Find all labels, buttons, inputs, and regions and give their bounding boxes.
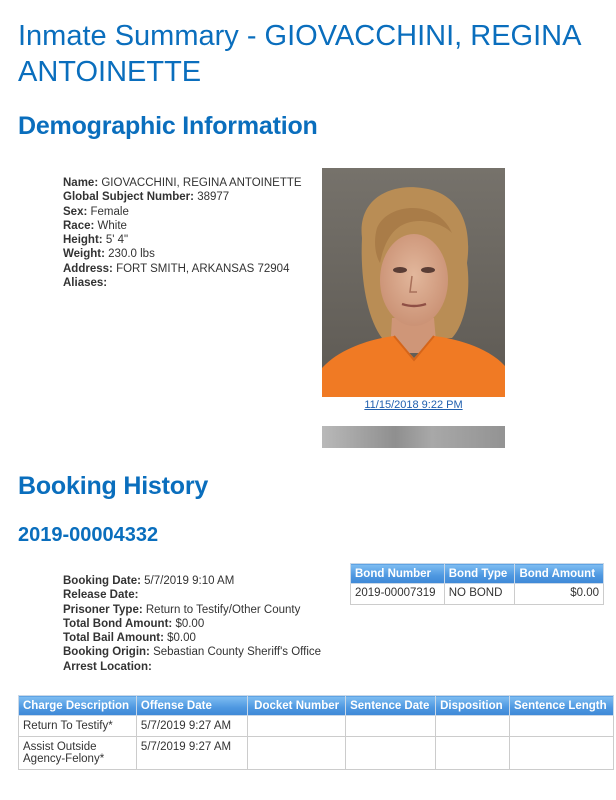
release-date-row [63, 588, 321, 602]
booking-history-heading: Booking History [18, 472, 209, 500]
disposition-cell [436, 716, 510, 737]
total-bail-amount-label: Total Bail Amount: [63, 632, 164, 645]
name-label: Name: [63, 177, 99, 189]
bond-type-header: Bond Type [444, 564, 515, 584]
docket-number-cell [248, 737, 346, 770]
disposition-header: Disposition [436, 696, 510, 716]
release-date-label: Release Date: [63, 589, 139, 602]
booking-origin-value: Sebastian County Sheriff's Office [153, 646, 322, 659]
charges-table [18, 695, 614, 770]
charge-description-cell: Return To Testify* [19, 716, 137, 737]
booking-date-label: Booking Date: [63, 575, 141, 587]
address-row [63, 262, 302, 276]
sentence-length-cell [510, 716, 614, 737]
weight-row [63, 247, 302, 261]
sentence-date-cell [346, 737, 436, 770]
prisoner-type-row [63, 603, 321, 617]
sex-value: Female [90, 205, 129, 218]
sentence-date-cell [346, 716, 436, 737]
charge-description-cell: Assist Outside Agency-Felony* [19, 737, 137, 770]
address-label: Address: [63, 262, 113, 275]
booking-date-value: 5/7/2019 9:10 AM [144, 575, 235, 587]
weight-label: Weight: [63, 248, 105, 261]
bond-number-cell: 2019-00007319 [351, 584, 445, 605]
sex-label: Sex: [63, 205, 88, 218]
photo-date-link[interactable]: 11/15/2018 9:22 PM [364, 399, 463, 411]
height-label: Height: [63, 234, 103, 247]
bond-table [350, 563, 604, 605]
mugshot-photo [322, 168, 505, 397]
demographic-info [63, 176, 302, 290]
bond-table-header-row [351, 564, 604, 584]
weight-value: 230.0 lbs [108, 248, 155, 261]
aliases-row [63, 276, 302, 290]
charges-table-header-row [19, 696, 614, 716]
booking-number-heading: 2019-00004332 [18, 524, 159, 546]
name-row [63, 176, 302, 190]
arrest-location-row [63, 660, 321, 674]
table-row [19, 737, 614, 770]
docket-number-cell [248, 716, 346, 737]
demographic-heading: Demographic Information [18, 112, 318, 140]
total-bail-amount-row [63, 631, 321, 645]
global-subject-number-row [63, 190, 302, 204]
global-subject-number-value: 38977 [197, 191, 230, 204]
total-bond-amount-label: Total Bond Amount: [63, 617, 173, 630]
sex-row [63, 205, 302, 219]
total-bond-amount-row [63, 617, 321, 631]
disposition-cell [436, 737, 510, 770]
booking-origin-row [63, 645, 321, 659]
bond-number-header: Bond Number [351, 564, 445, 584]
bond-amount-cell: $0.00 [515, 584, 604, 605]
table-row [19, 716, 614, 737]
total-bond-amount-value: $0.00 [175, 617, 205, 630]
height-row [63, 233, 302, 247]
total-bail-amount-value: $0.00 [167, 632, 196, 645]
prisoner-type-value: Return to Testify/Other County [145, 603, 301, 616]
docket-number-header: Docket Number [248, 696, 346, 716]
race-label: Race: [63, 219, 95, 232]
global-subject-number-label: Global Subject Number: [63, 191, 194, 204]
race-value: White [97, 219, 127, 232]
race-row [63, 219, 302, 233]
photo-placeholder-bar [322, 426, 505, 448]
bond-amount-header: Bond Amount [515, 564, 604, 584]
height-value: 5' 4" [105, 234, 129, 247]
name-value: GIOVACCHINI, REGINA ANTOINETTE [101, 177, 302, 189]
offense-date-header: Offense Date [136, 696, 247, 716]
address-value: FORT SMITH, ARKANSAS 72904 [116, 262, 290, 275]
table-row [351, 584, 604, 605]
bond-type-cell: NO BOND [444, 584, 515, 605]
offense-date-cell: 5/7/2019 9:27 AM [136, 737, 247, 770]
booking-info [63, 574, 321, 674]
aliases-label: Aliases: [63, 277, 108, 290]
booking-origin-label: Booking Origin: [63, 646, 150, 659]
booking-date-row [63, 574, 321, 588]
charge-description-header: Charge Description [19, 696, 137, 716]
mugshot-illustration [322, 168, 505, 397]
prisoner-type-label: Prisoner Type: [63, 603, 143, 616]
page-title: Inmate Summary - GIOVACCHINI, REGINA ANTOINETTE [18, 20, 580, 88]
offense-date-cell: 5/7/2019 9:27 AM [136, 716, 247, 737]
arrest-location-label: Arrest Location: [63, 660, 152, 673]
sentence-length-header: Sentence Length [510, 696, 614, 716]
sentence-date-header: Sentence Date [346, 696, 436, 716]
sentence-length-cell [510, 737, 614, 770]
